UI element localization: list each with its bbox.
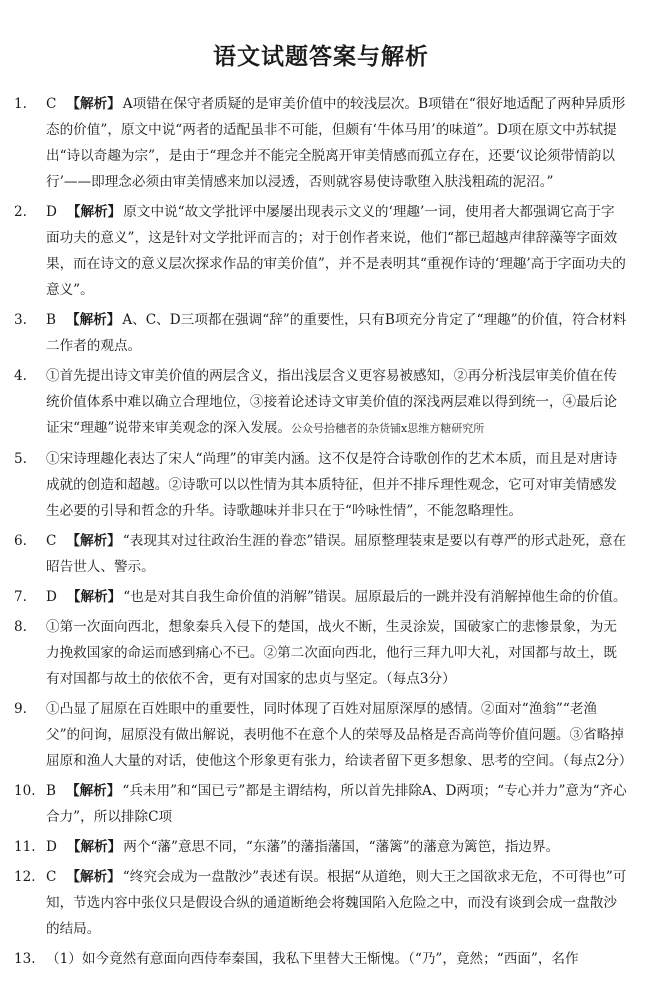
item-number: 2. [14, 204, 27, 220]
item-content [46, 199, 628, 303]
item-number: 1. [14, 96, 27, 112]
item-content [46, 307, 628, 359]
answer-item [14, 834, 628, 860]
item-answer-letter: C [46, 96, 57, 112]
item-answer-letter: D [46, 839, 57, 855]
item-answer-letter: B [46, 783, 56, 799]
answer-list [14, 91, 633, 972]
item-text: “兵未用”和“国已亏”都是主谓结构，所以首先排除A、D两项；“专心并力”意为“齐心合力”，所以排除C项 [46, 783, 627, 825]
item-answer-letter: C [46, 533, 57, 549]
item-number: 5. [14, 451, 27, 467]
answer-item [14, 199, 628, 303]
analysis-tag: 【解析】 [66, 312, 121, 328]
item-number: 9. [14, 701, 27, 717]
item-content [46, 528, 628, 580]
item-text: ①首先提出诗文审美价值的两层含义，指出浅层含义更容易被感知，②再分析浅层审美价值在传统价值体系中难以确立合理地位，③接着论述诗文审美价值的深浅两层难以得到统一，④最后论证宋“理趣”说带来审美观念的深入发展。 [46, 368, 617, 436]
item-text: 两个“藩”意思不同，“东藩”的藩指藩国，“藩篱”的藩意为篱笆，指边界。 [123, 839, 560, 855]
item-text: A项错在保守者质疑的是审美价值中的较浅层次。B项错在“很好地适配了两种异质形态的价值”，原文中说“两者的适配虽非不可能，但颇有‘牛体马用’的味道”。D项在原文中苏轼提出“诗以奇趣为宗”，是由于“理念并不能完全脱离开审美情感而孤立存在，还要‘议论须带情韵以行’——即理念必须由审美情感来加以浸透，否则就容易使诗歌堕入肤浅粗疏的泥沼。” [46, 96, 626, 190]
item-text: A、C、D三项都在强调“辞”的重要性，只有B项充分肯定了“理趣”的价值，符合材料二作者的观点。 [46, 312, 627, 354]
analysis-tag: 【解析】 [66, 96, 121, 112]
item-text: 原文中说“故文学批评中屡屡出现表示文义的‘理趣’一词，使用者大都强调它高于字面功夫的意义”，这是针对文学批评而言的；对于创作者来说，他们“都已超越声律辞藻等字面效果，而在诗文的意义层次探求作品的审美价值”，并不是表明其“重视作诗的‘理趣’高于字面功夫的意义”。 [46, 204, 626, 298]
item-answer-letter: D [46, 589, 57, 605]
page-title: 语文试题答案与解析 [213, 44, 429, 70]
answer-item [14, 363, 628, 442]
item-text: “表现其对过往政治生涯的眷恋”错误。屈原整理装束是要以有尊严的形式赴死，意在昭告世人、警示。 [46, 533, 627, 575]
answer-item [14, 307, 628, 359]
item-text: “也是对其自我生命价值的消解”错误。屈原最后的一跳并没有消解掉他生命的价值。 [123, 589, 627, 605]
analysis-tag: 【解析】 [66, 533, 121, 549]
item-content [46, 363, 628, 442]
item-content [46, 864, 628, 942]
item-number: 8. [14, 619, 27, 635]
item-answer-letter: B [46, 312, 56, 328]
answer-item [14, 778, 628, 830]
item-number: 7. [14, 589, 27, 605]
item-content [46, 696, 633, 774]
answer-item [14, 528, 628, 580]
item-number: 13. [14, 951, 36, 967]
item-answer-letter: D [46, 204, 57, 220]
analysis-tag: 【解析】 [66, 589, 122, 605]
item-number: 11. [14, 839, 36, 855]
watermark-note: 公众号拾穗者的杂货铺x思维方糖研究所 [291, 422, 485, 435]
analysis-tag: 【解析】 [66, 839, 122, 855]
answer-item [14, 584, 628, 610]
item-text: ①凸显了屈原在百姓眼中的重要性，同时体现了百姓对屈原深厚的感情。②面对“渔翁”“老渔父”的问询，屈原没有做出解说，表明他不在意个人的荣辱及品格是否高尚等价值问题。③省略掉屈原和渔人大量的对话，使他这个形象更有张力，给读者留下更多想象、思考的空间。（每点2分） [46, 701, 633, 769]
item-text: （1）如今竟然有意面向西侍奉秦国，我私下里替大王惭愧。（“乃”，竟然；“西面”，名作 [46, 951, 579, 967]
answer-item [14, 696, 633, 774]
item-number: 10. [14, 783, 36, 799]
item-text: “终究会成为一盘散沙”表述有误。根据“从道绝，则大王之国欲求无危，不可得也”可知，节选内容中张仪只是假设合纵的通道断绝会将魏国陷入危险之中，而没有谈到会成一盘散沙的结局。 [46, 869, 627, 937]
item-text: ①第一次面向西北，想象秦兵入侵下的楚国，战火不断，生灵涂炭，国破家亡的悲惨景象，为无力挽救国家的命运而感到痛心不已。②第二次面向西北，他行三拜九叩大礼，对国都与故土，既有对国都与故土的依依不舍，更有对国家的忠贞与坚定。（每点3分） [46, 619, 617, 687]
item-content [46, 946, 628, 972]
item-content [46, 91, 628, 195]
analysis-tag: 【解析】 [66, 783, 121, 799]
item-content [46, 446, 628, 524]
analysis-tag: 【解析】 [66, 869, 121, 885]
answer-item [14, 946, 628, 972]
item-content [46, 584, 628, 610]
item-number: 12. [14, 869, 36, 885]
item-number: 4. [14, 368, 27, 384]
item-content [46, 834, 628, 860]
item-content [46, 778, 628, 830]
analysis-tag: 【解析】 [66, 204, 122, 220]
item-number: 3. [14, 312, 27, 328]
answer-item [14, 446, 628, 524]
answer-item [14, 614, 628, 692]
item-number: 6. [14, 533, 27, 549]
item-content [46, 614, 628, 692]
answer-item [14, 91, 628, 195]
item-text: ①宋诗理趣化表达了宋人“尚理”的审美内涵。这不仅是符合诗歌创作的艺术本质，而且是对唐诗成就的创造和超越。②诗歌可以以性情为其本质特征，但并不排斥理性观念，它可对审美情感发生必要的引导和哲念的升华。诗歌趣味并非只在于“吟咏性情”，不能忽略理性。 [46, 451, 618, 519]
item-answer-letter: C [46, 869, 57, 885]
answer-item [14, 864, 628, 942]
